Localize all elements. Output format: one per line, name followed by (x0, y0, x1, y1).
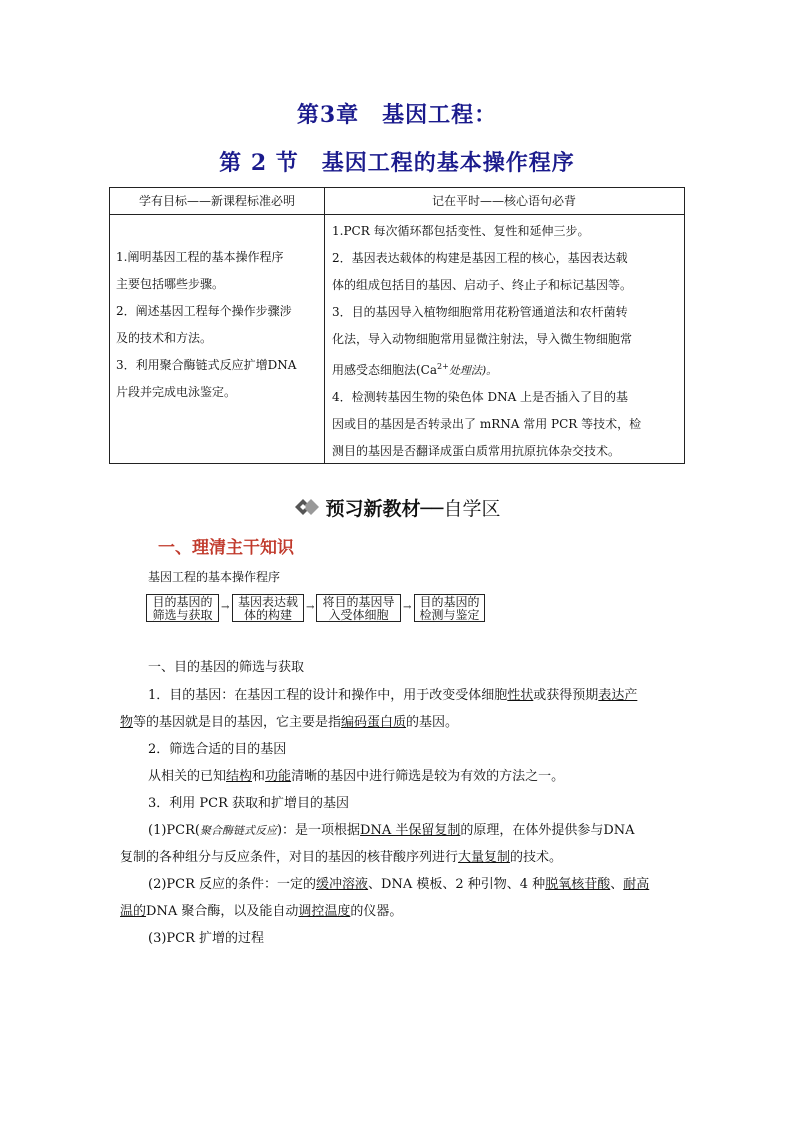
text: 清晰的基因中进行筛选是较为有效的方法之一。 (291, 769, 565, 784)
banner-dash: ── (420, 498, 444, 520)
text: 或获得预期 (533, 688, 599, 703)
flow-step-line: 目的基因的 (419, 595, 480, 609)
underlined-answer: DNA 半保留复制 (360, 823, 461, 838)
key-sentence-line: 因或目的基因是否转录出了 mRNA 常用 PCR 等技术，检 (332, 417, 642, 431)
objective-line: 主要包括哪些步骤。 (116, 277, 225, 291)
text: 的技术。 (510, 850, 563, 865)
paragraph-line (120, 711, 458, 730)
text: 的基因。 (406, 715, 459, 730)
text: 等的基因就是目的基因，它主要是指 (133, 715, 342, 730)
italic-note: 聚合酶链式反应 (199, 824, 277, 837)
objectives-table (109, 187, 685, 464)
text: 的原理，在体外提供参与DNA (460, 823, 635, 838)
objective-line: 1.阐明基因工程的基本操作程序 (116, 250, 284, 264)
flow-step (146, 594, 219, 622)
underlined-answer: 大量复制 (458, 850, 511, 865)
arrow-right-icon: → (221, 602, 230, 613)
arrow-right-icon: → (403, 602, 412, 613)
subsection-heading: 一、目的基因的筛选与获取 (148, 660, 305, 675)
section-title: 第 2 节 基因工程的基本操作程序 (219, 150, 575, 176)
objective-line: 及的技术和方法。 (116, 331, 213, 345)
section-heading: 一、理清主干知识 (158, 538, 294, 558)
underlined-answer: 脱氧核苷酸 (545, 877, 611, 892)
flow-caption: 基因工程的基本操作程序 (148, 570, 281, 584)
flow-step-line: 检测与鉴定 (419, 608, 480, 622)
underlined-answer: 结构 (226, 769, 253, 784)
objectives-list (116, 244, 320, 406)
underlined-answer: 功能 (265, 769, 292, 784)
underlined-answer: 性状 (507, 688, 534, 703)
flow-step (414, 594, 485, 622)
key-sentence-text: 处理法)。 (448, 364, 498, 377)
underlined-answer: 耐高 (623, 877, 650, 892)
underlined-answer: 调控温度 (298, 904, 351, 919)
key-sentence-line: 体的组成包括目的基因、启动子、终止子和标记基因等。 (332, 278, 633, 292)
paragraph-line (148, 765, 564, 784)
key-sentences-list (332, 218, 680, 465)
banner-bold-text: 预习新教材 (325, 498, 421, 520)
paragraph-line: (3)PCR 扩增的过程 (148, 931, 265, 946)
key-sentence-line: 3．目的基因导入植物细胞常用花粉管通道法和农杆菌转 (332, 305, 628, 319)
paragraph-line (120, 846, 562, 865)
key-sentence-line: 1.PCR 每次循环都包括变性、复性和延伸三步。 (332, 224, 590, 238)
table-header-left: 学有目标——新课程标准必明 (110, 188, 324, 215)
flow-step-line: 筛选与获取 (152, 608, 213, 622)
key-sentence-line: 2．基因表达载体的构建是基因工程的核心，基因表达载 (332, 251, 628, 265)
paragraph-line (148, 819, 635, 838)
flow-step-line: 入受体细胞 (328, 608, 389, 622)
text: (1)PCR( (148, 823, 200, 838)
objective-line: 3．利用聚合酶链式反应扩增DNA (116, 358, 297, 372)
preview-banner (0, 494, 794, 521)
underlined-answer: 缓冲溶液 (316, 877, 369, 892)
key-sentence-line (332, 353, 680, 384)
paragraph-line (148, 684, 637, 703)
key-sentence-line: 测目的基因是否翻译成蛋白质常用抗原抗体杂交技术。 (332, 444, 621, 458)
flow-step-line: 基因表达载 (237, 595, 298, 609)
diamond-logo-icon (294, 498, 320, 521)
flow-step (316, 594, 401, 622)
underlined-answer: 表达产 (598, 688, 638, 703)
flow-step-line: 将目的基因导 (322, 595, 395, 609)
table-divider (324, 188, 325, 463)
table-header-right: 记在平时——核心语句必背 (324, 188, 684, 215)
text: 、DNA 模板、2 种引物、4 种 (368, 877, 546, 892)
underlined-answer: 物 (120, 715, 134, 730)
banner-rest-text: 自学区 (443, 498, 501, 520)
flow-step-line: 体的构建 (243, 608, 292, 622)
key-sentence-text: 用感受态细胞法(Ca (332, 363, 438, 377)
text: 从相关的已知 (148, 769, 227, 784)
underlined-answer: 编码蛋白质 (341, 715, 407, 730)
arrow-right-icon: → (306, 602, 315, 613)
text: 复制的各种组分与反应条件，对目的基因的核苷酸序列进行 (120, 850, 459, 865)
text: 和 (252, 769, 266, 784)
paragraph-line (148, 873, 649, 892)
text: 1．目的基因：在基因工程的设计和操作中，用于改变受体细胞 (148, 688, 508, 703)
chapter-title: 第3章 基因工程： (296, 102, 498, 128)
key-sentence-line: 化法，导入动物细胞常用显微注射法，导入微生物细胞常 (332, 332, 633, 346)
objective-line: 片段并完成电泳鉴定。 (116, 385, 237, 399)
text: 的仪器。 (350, 904, 403, 919)
text: )：是一项根据 (276, 823, 361, 838)
flow-step-line: 目的基因的 (152, 595, 213, 609)
text: DNA 聚合酶，以及能自动 (146, 904, 299, 919)
underlined-answer: 温的 (120, 904, 147, 919)
paragraph-line: 3．利用 PCR 获取和扩增目的基因 (148, 796, 350, 811)
superscript: 2+ (437, 362, 449, 371)
flow-step (232, 594, 304, 622)
objective-line: 2．阐述基因工程每个操作步骤涉 (116, 304, 292, 318)
key-sentence-line: 4．检测转基因生物的染色体 DNA 上是否插入了目的基 (332, 390, 629, 404)
paragraph-line: 2．筛选合适的目的基因 (148, 742, 287, 757)
paragraph-line (120, 900, 402, 919)
text: 、 (610, 877, 624, 892)
text: (2)PCR 反应的条件：一定的 (148, 877, 317, 892)
